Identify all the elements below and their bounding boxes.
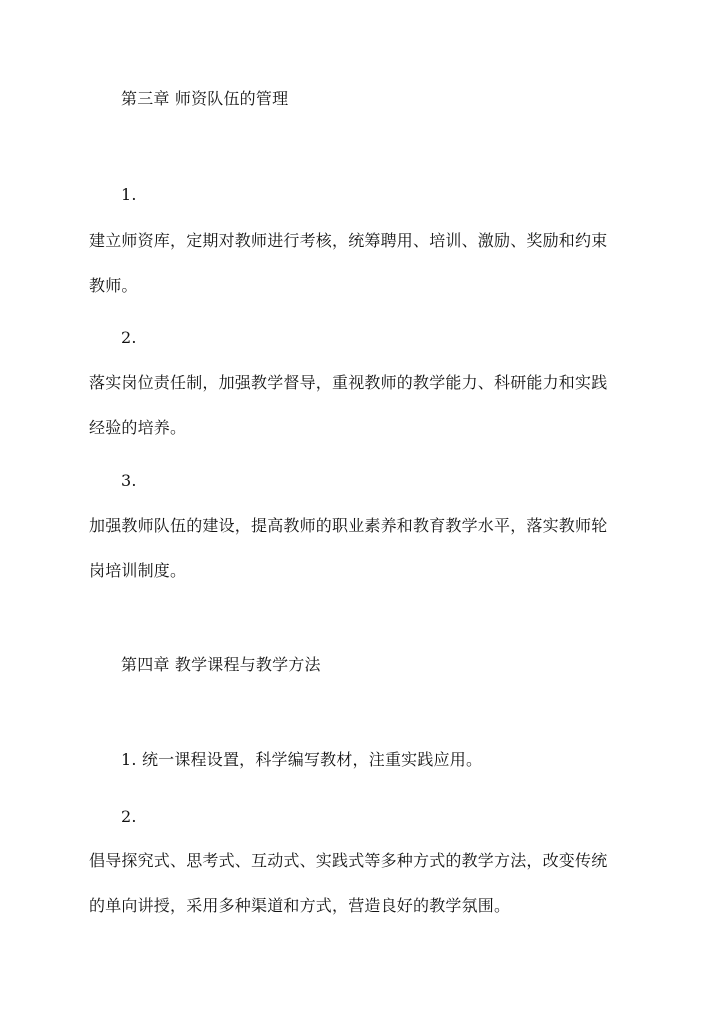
chapter-3-item-1-number: 1. — [121, 185, 137, 204]
chapter-3-item-1-text-line-2: 教师。 — [89, 276, 138, 295]
chapter-4-item-2-text-line-1: 倡导探究式、思考式、互动式、实践式等多种方式的教学方法，改变传统 — [89, 851, 608, 870]
chapter-4-item-2-number: 2. — [121, 807, 137, 826]
chapter-3-item-2-number: 2. — [121, 328, 137, 347]
chapter-3-title: 第三章 师资队伍的管理 — [121, 89, 289, 108]
chapter-4-title: 第四章 教学课程与教学方法 — [121, 655, 321, 674]
chapter-3-item-3-text-line-2: 岗培训制度。 — [89, 561, 187, 580]
chapter-3-item-2-text-line-1: 落实岗位责任制，加强教学督导，重视教师的教学能力、科研能力和实践 — [89, 373, 608, 392]
chapter-3-item-1-text-line-1: 建立师资库，定期对教师进行考核，统筹聘用、培训、激励、奖励和约束 — [89, 231, 608, 250]
chapter-3-item-3-text-line-1: 加强教师队伍的建设，提高教师的职业素养和教育教学水平，落实教师轮 — [89, 516, 608, 535]
chapter-4-item-2-text-line-2: 的单向讲授，采用多种渠道和方式，营造良好的教学氛围。 — [89, 896, 511, 915]
chapter-4-item-1-text: 1. 统一课程设置，科学编写教材，注重实践应用。 — [121, 750, 483, 769]
chapter-3-item-3-number: 3. — [121, 471, 137, 490]
chapter-3-item-2-text-line-2: 经验的培养。 — [89, 418, 187, 437]
